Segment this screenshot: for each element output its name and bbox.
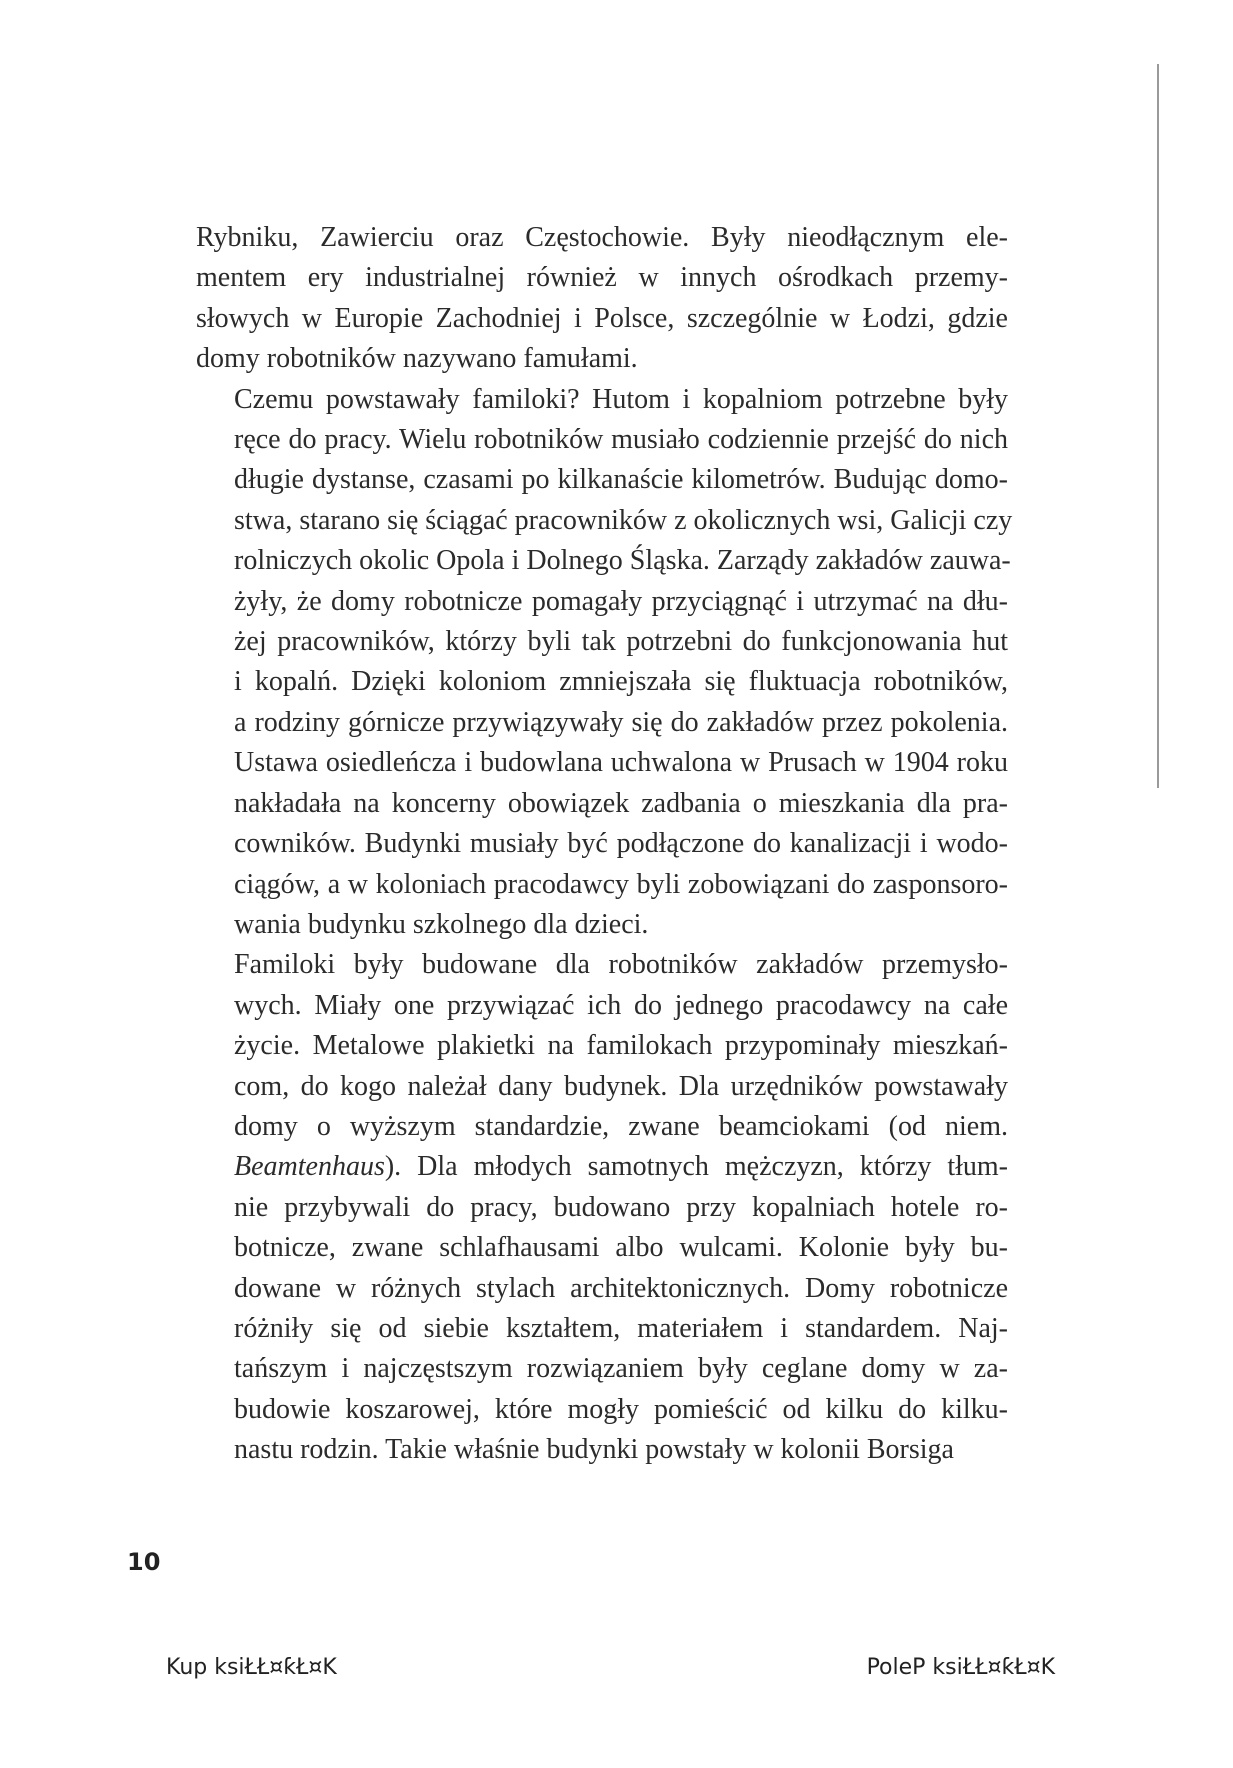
footer-recommend-link[interactable]: PoleP ksiŁŁ¤ƙŁ¤K (866, 1655, 1055, 1680)
text-line: żyły, że domy robotnicze pomagały przyciągnąć i utrzymać na dłu- (234, 585, 1008, 617)
text-line: słowych w Europie Zachodniej i Polsce, szczególnie w Łodzi, gdzie (196, 302, 1008, 334)
text-line: życie. Metalowe plakietki na familokach przypominały mieszkań- (234, 1030, 1008, 1062)
text-line: ręce do pracy. Wielu robotników musiało codziennie przejść do nich (234, 424, 1008, 456)
text-line: Ustawa osiedleńcza i budowlana uchwalona w Prusach w 1904 roku (234, 747, 1008, 779)
text-line: com, do kogo należał dany budynek. Dla urzędników powstawały (234, 1070, 1008, 1102)
text-line: a rodziny górnicze przywiązywały się do zakładów przez pokolenia. (234, 706, 1008, 738)
text-line: i kopalń. Dzięki koloniom zmniejszała się fluktuacja robotników, (234, 666, 1008, 698)
paragraph-1 (196, 218, 1008, 380)
text-line: rolniczych okolic Opola i Dolnego Śląska. Zarządy zakładów zauwa- (234, 545, 1011, 577)
text-line: Czemu powstawały familoki? Hutom i kopalniom potrzebne były (234, 383, 1008, 415)
text-line: tańszym i najczęstszym rozwiązaniem były ceglane domy w za- (234, 1353, 1008, 1385)
text-line: nie przybywali do pracy, budowano przy kopalniach hotele ro- (234, 1191, 1008, 1223)
text-line: Familoki były budowane dla robotników zakładów przemysło- (234, 949, 1008, 981)
text-line: domy o wyższym standardzie, zwane beamciokami (od niem. (234, 1110, 1008, 1142)
text-line: botnicze, zwane schlafhausami albo wulcami. Kolonie były bu- (234, 1232, 1008, 1264)
body-text (196, 218, 1013, 1471)
text-line: domy robotników nazywano famułami. (196, 343, 638, 375)
margin-rule (1157, 64, 1159, 788)
text-line: cowników. Budynki musiały być podłączone do kanalizacji i wodo- (234, 828, 1008, 860)
text-line: wania budynku szkolnego dla dzieci. (234, 908, 649, 940)
text-line: dowane w różnych stylach architektonicznych. Domy robotnicze (234, 1272, 1008, 1304)
text-line: ciągów, a w koloniach pracodawcy byli zobowiązani do zasponsoro- (234, 868, 1008, 900)
italic-term: Beamtenhaus (234, 1151, 385, 1183)
paragraph-2 (196, 380, 1013, 946)
text-line: długie dystanse, czasami po kilkanaście kilometrów. Budując domo- (234, 464, 1008, 496)
text-line: żej pracowników, którzy byli tak potrzebni do funkcjonowania hut (234, 626, 1008, 658)
text-fragment: ). Dla młodych samotnych mężczyzn, którzy tłum- (384, 1151, 1008, 1183)
text-line: różniły się od siebie kształtem, materiałem i standardem. Naj- (234, 1312, 1008, 1344)
text-line: nakładała na koncerny obowiązek zadbania o mieszkania dla pra- (234, 787, 1008, 819)
text-line: Rybniku, Zawierciu oraz Częstochowie. Były nieodłącznym ele- (196, 222, 1008, 253)
text-line-italic (196, 1147, 1008, 1187)
text-line: mentem ery industrialnej również w innych ośrodkach przemy- (196, 262, 1008, 294)
paragraph-3 (196, 945, 1008, 1470)
text-line: stwa, starano się ściągać pracowników z okolicznych wsi, Galicji czy (234, 504, 1013, 536)
footer-buy-link[interactable]: Kup ksiŁŁ¤ƙŁ¤K (166, 1655, 337, 1680)
text-line: nastu rodzin. Takie właśnie budynki powstały w kolonii Borsiga (234, 1434, 954, 1466)
text-line: budowie koszarowej, które mogły pomieścić od kilku do kilku- (234, 1393, 1008, 1425)
text-line: wych. Miały one przywiązać ich do jednego pracodawcy na całe (234, 989, 1008, 1021)
page-number: 10 (127, 1548, 161, 1576)
